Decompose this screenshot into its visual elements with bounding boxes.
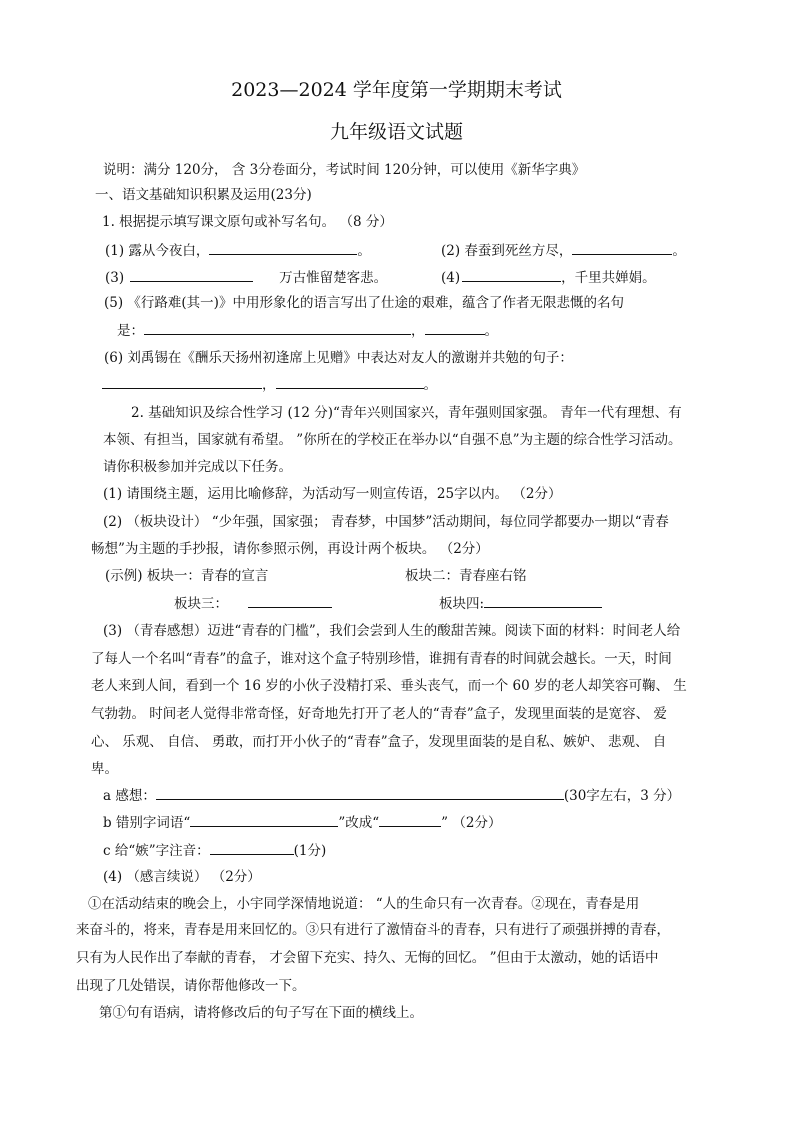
answer-blank[interactable] (102, 375, 262, 389)
q2-sub-1: (1) 请围绕主题，运用比喻修辞，为活动写一则宣传语，25字以内。 （2分） (103, 486, 562, 502)
item-text: (1) 露从今夜白， (105, 243, 210, 259)
q2-sub-3-line-6: 卑。 (91, 761, 118, 777)
item-text: (2) 春蚕到死丝方尽， (441, 243, 573, 259)
passage-line-4: 出现了几处错误，请你帮他修改一下。 (76, 978, 306, 994)
item-text: ， (262, 377, 276, 393)
q1-item-1 (105, 241, 371, 260)
item-text: (1分) (293, 843, 327, 859)
block-3-field (174, 594, 332, 613)
item-text: ”改成“ (338, 815, 380, 831)
example-block-2: 板块二：青春座右铭 (405, 568, 527, 584)
passage-line-5: 第①句有语病，请将修改后的句子写在下面的横线上。 (99, 1005, 423, 1021)
answer-blank[interactable] (248, 594, 332, 608)
item-text: 万古惟留楚客悲。 (279, 270, 388, 286)
item-text: c 给“嫉”字注音： (103, 843, 210, 859)
answer-blank[interactable] (276, 375, 424, 389)
q1-item-5-answer (117, 321, 498, 340)
item-text: 。 (672, 243, 686, 259)
item-text: 。 (357, 243, 371, 259)
block-4-field (439, 594, 602, 613)
passage-line-1: ①在活动结束的晚会上，小宇同学深情地说道： “人的生命只有一次青春。②现在，青春是用 (88, 896, 640, 912)
task-c (103, 841, 326, 860)
answer-blank[interactable] (130, 268, 253, 282)
q2-sub-2-line-2: 畅想”为主题的手抄报，请你参照示例，再设计两个板块。 （2分） (91, 541, 489, 557)
answer-blank[interactable] (425, 321, 485, 335)
exam-subtitle: 九年级语文试题 (329, 121, 463, 143)
example-block-1: (示例) 板块一：青春的宣言 (105, 568, 269, 584)
answer-blank[interactable] (156, 786, 564, 800)
exam-instructions: 说明：满分 120分， 含 3分卷面分，考试时间 120分钟，可以使用《新华字典》 (103, 162, 586, 178)
q1-item-3 (105, 268, 387, 287)
q2-sub-3-line-4: 气勃勃。 时间老人觉得非常奇怪，好奇地先打开了老人的“青春”盒子，发现里面装的是宽容、 爱 (91, 706, 667, 722)
item-text: (4) (441, 270, 461, 286)
item-text: 。 (484, 323, 498, 339)
passage-line-3: 只有为人民作出了奉献的青春， 才会留下充实、持久、无悔的回忆。 ”但由于太激动，她的话语中 (76, 950, 659, 966)
q1-item-4 (441, 268, 656, 287)
task-a (103, 786, 680, 805)
item-text: 。 (423, 377, 437, 393)
q2-sub-4: (4) （感言续说） （2分） (103, 869, 261, 885)
answer-blank[interactable] (462, 268, 561, 282)
item-text: ，千里共婵娟。 (561, 270, 656, 286)
item-text: 板块三： (174, 596, 228, 612)
question-2-line-1: 2. 基础知识及综合性学习 (12 分)“青年兴则国家兴，青年强则国家强。 青年一代有理想、有 (131, 405, 682, 421)
exam-title: 2023—2024 学年度第一学期期末考试 (231, 79, 562, 101)
answer-blank[interactable] (379, 813, 441, 827)
item-text: ” （2分） (441, 815, 502, 831)
item-text: a 感想： (103, 788, 156, 804)
item-text: b 错别字词语“ (103, 815, 191, 831)
answer-blank[interactable] (209, 241, 357, 255)
answer-blank[interactable] (572, 241, 672, 255)
item-text: (3) (105, 270, 125, 286)
answer-blank[interactable] (144, 321, 411, 335)
item-text: 是： (117, 323, 144, 339)
answer-blank[interactable] (210, 841, 294, 855)
q2-sub-3-line-1: (3) （青春感想）迈进“青春的门槛”，我们会尝到人生的酸甜苦辣。阅读下面的材料：时间老人给 (103, 623, 681, 639)
task-b (103, 813, 501, 832)
section-heading: 一、语文基础知识积累及运用(23分) (95, 187, 312, 203)
question-2-line-3: 请你积极参加并完成以下任务。 (103, 459, 292, 475)
item-text: (30字左右，3 分） (563, 788, 681, 804)
question-2-line-2: 本领、有担当，国家就有希望。 ”你所在的学校正在举办以“自强不息”为主题的综合性学习活动。 (103, 432, 682, 448)
question-1-stem: 1. 根据提示填写课文原句或补写名句。 （8 分） (102, 214, 393, 230)
q1-item-6-answer (102, 375, 437, 394)
answer-blank[interactable] (484, 594, 602, 608)
answer-blank[interactable] (190, 813, 338, 827)
q1-item-6: (6) 刘禹锡在《酬乐天扬州初逢席上见赠》中表达对友人的激谢并共勉的句子： (104, 350, 573, 366)
q2-sub-3-line-2: 了每人一个名叫“青春”的盒子，谁对这个盒子特别珍惜，谁拥有青春的时间就会越长。一天，时间 (91, 651, 672, 667)
q2-sub-3-line-5: 心、 乐观、 自信、 勇敢，而打开小伙子的“青春”盒子，发现里面装的是自私、嫉妒、 悲观、 自 (91, 734, 667, 750)
item-text: ， (411, 323, 425, 339)
q1-item-5: (5) 《行路难(其一)》中用形象化的语言写出了仕途的艰难，蕴含了作者无限悲慨的名句 (104, 295, 624, 311)
q1-item-2 (441, 241, 686, 260)
passage-line-2: 来奋斗的，将来，青春是用来回忆的。③只有进行了激情奋斗的青春，只有进行了顽强拼搏的青春， (76, 922, 670, 938)
q2-sub-2-line-1: (2) （板块设计） “少年强，国家强； 青春梦，中国梦”活动期间，每位同学都要办一期以“青春 (103, 514, 669, 530)
item-text: 板块四: (439, 596, 485, 612)
q2-sub-3-line-3: 老人来到人间，看到一个 16 岁的小伙子没精打采、垂头丧气，而一个 60 岁的老人却笑容可鞠、 生 (91, 678, 687, 694)
